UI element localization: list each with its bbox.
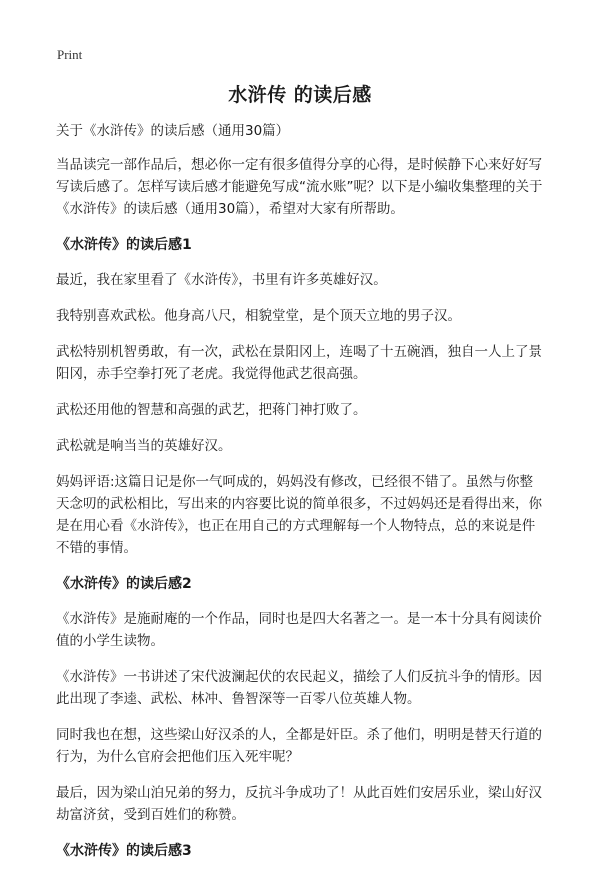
paragraph: 《水浒传》是施耐庵的一个作品，同时也是四大名著之一。是一本十分具有阅读价值的小学生读物。 (56, 611, 542, 649)
paragraph: 最近，我在家里看了《水浒传》，书里有许多英雄好汉。 (56, 272, 387, 288)
paragraph: 同时我也在想，这些梁山好汉杀的人，全都是奸臣。杀了他们，明明是替天行道的行为，为什么官府会把他们压入死牢呢？ (56, 727, 542, 765)
paragraph: 最后，因为梁山泊兄弟的努力，反抗斗争成功了！从此百姓们安居乐业，梁山好汉劫富济贫，受到百姓们的称赞。 (56, 785, 542, 823)
print-link[interactable]: Print (57, 47, 83, 62)
article-subtitle: 关于《水浒传》的读后感（通用30篇） (56, 123, 290, 139)
paragraph: 武松就是响当当的英雄好汉。 (56, 438, 232, 454)
paragraph: 武松还用他的智慧和高强的武艺，把蒋门神打败了。 (56, 402, 367, 418)
paragraph: 武松特别机智勇敢，有一次，武松在景阳冈上，连喝了十五碗酒，独自一人上了景阳冈，赤手空拳打死了老虎。我觉得他武艺很高强。 (56, 344, 542, 382)
intro-paragraph: 当品读完一部作品后，想必你一定有很多值得分享的心得，是时候静下心来好好写写读后感了。怎样写读后感才能避免写成“流水账”呢？以下是小编收集整理的关于《水浒传》的读后感（通用30篇），希望对大家有所帮助。 (56, 157, 543, 217)
paragraph: 《水浒传》一书讲述了宋代波澜起伏的农民起义，描绘了人们反抗斗争的情形。因此出现了李逵、武松、林冲、鲁智深等一百零八位英雄人物。 (56, 669, 542, 707)
section-heading: 《水浒传》的读后感3 (56, 843, 192, 859)
section-heading: 《水浒传》的读后感2 (56, 576, 192, 592)
article-body (56, 120, 546, 875)
section-heading: 《水浒传》的读后感1 (56, 237, 192, 253)
paragraph: 我特别喜欢武松。他身高八尺，相貌堂堂，是个顶天立地的男子汉。 (56, 308, 461, 324)
page-title: 水浒传 的读后感 (228, 84, 372, 106)
parent-comment-paragraph: 妈妈评语:这篇日记是你一气呵成的，妈妈没有修改，已经很不错了。虽然与你整天念叨的武松相比，写出来的内容要比说的简单很多，不过妈妈还是看得出来，你是在用心看《水浒传》，也正在用自己的方式理解每一个人物特点，总的来说是件不错的事情。 (56, 474, 542, 556)
